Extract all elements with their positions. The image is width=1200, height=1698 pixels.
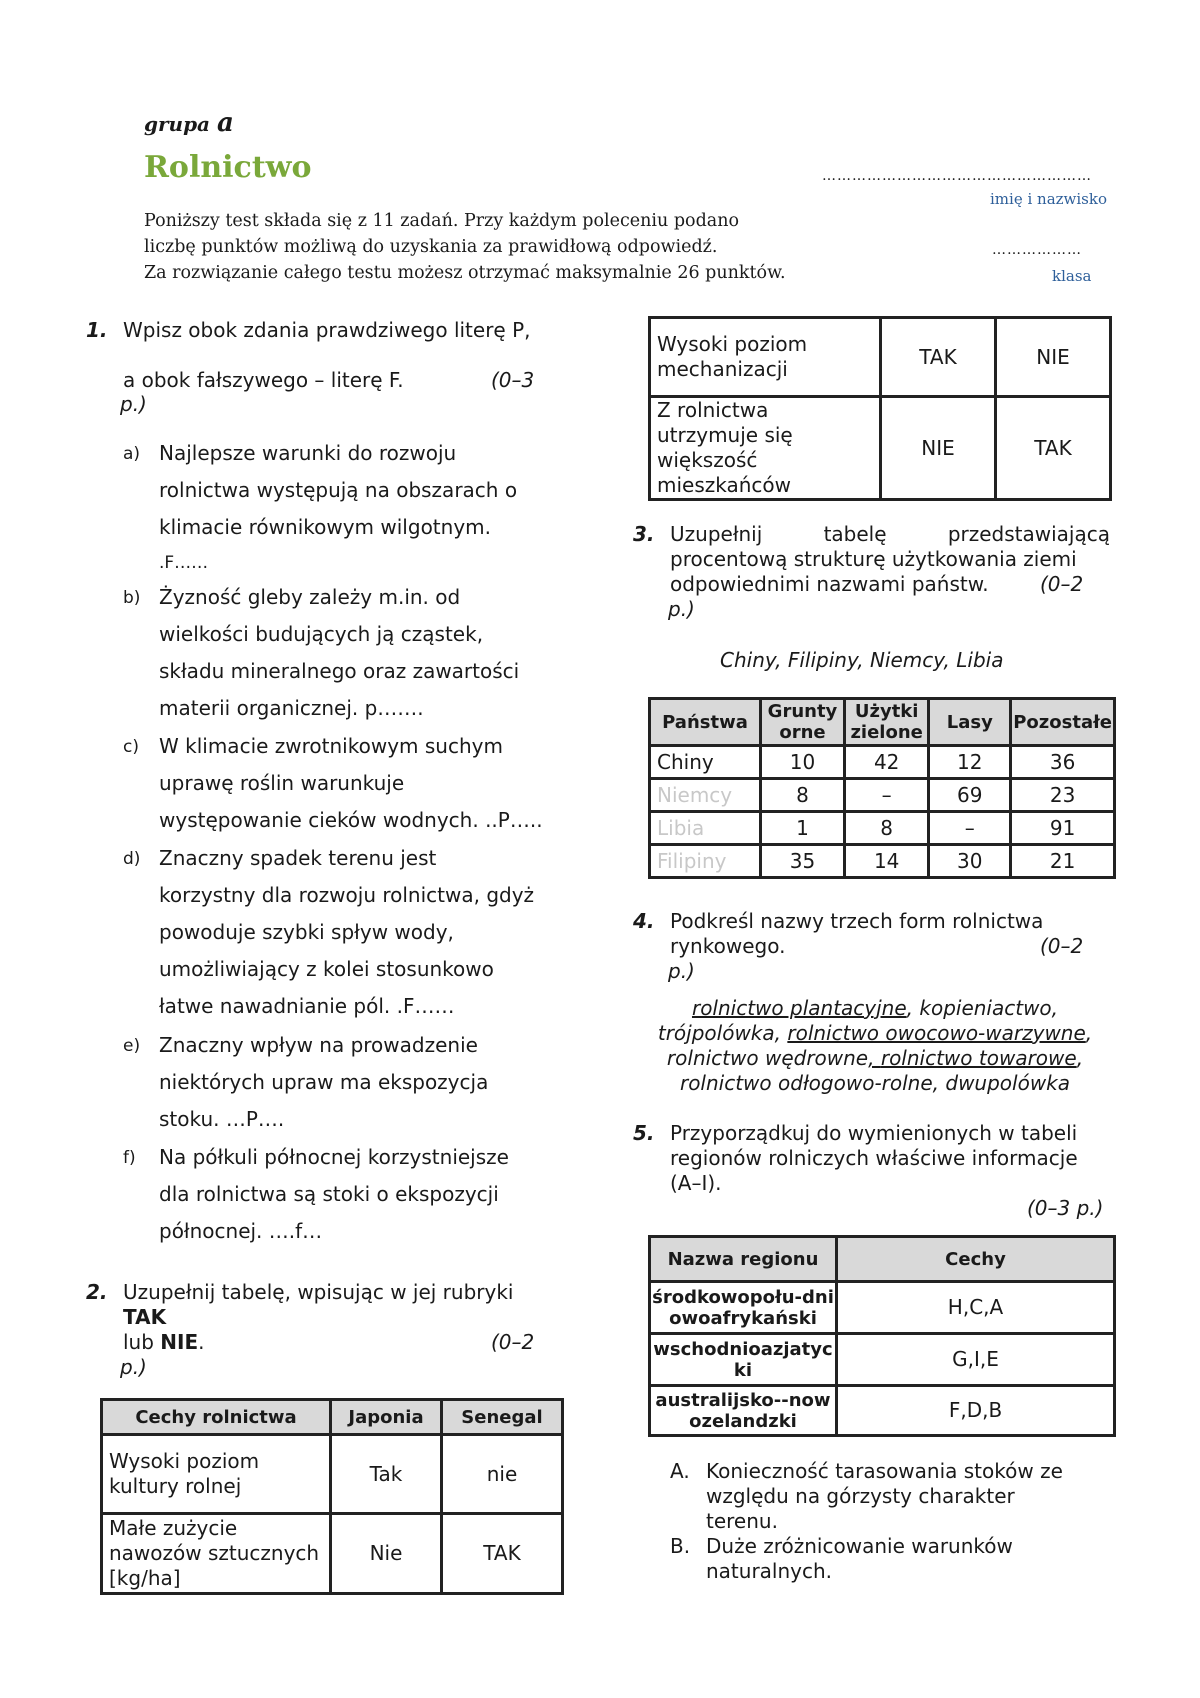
q4-options[interactable]: rolnictwo plantacyjne, kopieniactwo, trójpolówka, rolnictwo owocowo-warzywne, rolnictwo wędrowne, rolnictwo towarowe, rolnictwo odłogowo-rolne, dwupolówka	[657, 996, 1093, 1095]
q3-points-cont: p.)	[668, 597, 695, 621]
q1-item-letter: e)	[123, 1036, 141, 1056]
q5-answer[interactable]: H,C,A	[837, 1282, 1115, 1334]
group-letter: a	[216, 108, 234, 138]
q3-instruction: Uzupełnij tabelę przedstawiającą procentową strukturę użytkowania ziemi odpowiednimi nazwami państw.	[670, 522, 1110, 596]
q3-value: –	[929, 812, 1011, 845]
q2-instruction: Uzupełnij tabelę, wpisując w jej rubryki TAK lub NIE.	[123, 1280, 514, 1354]
q5-answer[interactable]: F,D,B	[837, 1386, 1115, 1436]
q3-value: –	[845, 779, 929, 812]
q4-option-underlined[interactable]: rolnictwo towarowe	[880, 1046, 1077, 1070]
q4-option-underlined[interactable]: rolnictwo plantacyjne	[691, 996, 907, 1020]
q3-header: Państwa	[650, 699, 761, 746]
q2-table-continued	[648, 316, 1112, 501]
q3-table	[648, 697, 1116, 879]
q5-region: wschodnioazjatycki	[650, 1334, 837, 1386]
q3-value: 12	[929, 746, 1011, 779]
q4-option-underlined[interactable]: rolnictwo owocowo-warzywne	[787, 1021, 1086, 1045]
q2-answer-japonia[interactable]: NIE	[881, 397, 996, 500]
q1-instruction-2: a obok fałszywego – literę F.	[123, 368, 404, 392]
q3-country[interactable]: Niemcy	[650, 779, 761, 812]
q1-item-e: Znaczny wpływ na prowadzenie niektórych upraw ma ekspozycja stoku. …P….	[159, 1033, 489, 1131]
q2-table	[100, 1398, 564, 1595]
q5-region: australijsko--nowozelandzki	[650, 1386, 837, 1436]
q1-item-letter: c)	[123, 737, 139, 757]
q2-number: 2.	[86, 1280, 108, 1304]
q2-header: Japonia	[331, 1400, 442, 1435]
q3-country-list: Chiny, Filipiny, Niemcy, Libia	[720, 648, 1004, 672]
group-prefix: grupa	[144, 112, 211, 136]
q3-points: (0–2	[1040, 572, 1084, 596]
q5-answer[interactable]: G,I,E	[837, 1334, 1115, 1386]
class-field[interactable]: ………………	[992, 242, 1082, 258]
q2-feature: Z rolnictwa utrzymuje się większość mieszkańców	[650, 397, 881, 500]
intro-text: Poniższy test składa się z 11 zadań. Przy każdym poleceniu podano liczbę punktów możliwą do uzyskania za prawidłową odpowiedź. Za rozwiązanie całego testu możesz otrzymać maksymalnie 26 punktów.	[144, 211, 786, 283]
q5-points: (0–3 p.)	[1027, 1196, 1104, 1220]
q2-feature: Wysoki poziom mechanizacji	[650, 318, 881, 397]
q3-header: Pozostałe	[1011, 699, 1115, 746]
q2-feature: Małe zużycie nawozów sztucznych [kg/ha]	[102, 1514, 331, 1594]
q1-item-letter: d)	[123, 849, 141, 869]
q2-answer-senegal[interactable]: nie	[442, 1435, 563, 1514]
q3-value: 21	[1011, 845, 1115, 878]
q3-value: 8	[845, 812, 929, 845]
q1-points-cont: p.)	[120, 392, 147, 416]
q1-instruction-1: Wpisz obok zdania prawdziwego literę P,	[123, 318, 531, 342]
q5-info-list: A. Konieczność tarasowania stoków ze względu na górzysty charakter terenu. B. Duże zróżnicowanie warunków naturalnych.	[670, 1459, 1063, 1583]
q5-table	[648, 1235, 1116, 1437]
q2-header: Senegal	[442, 1400, 563, 1435]
q2-answer-senegal[interactable]: TAK	[996, 397, 1111, 500]
q2-answer-japonia[interactable]: TAK	[881, 318, 996, 397]
name-caption: imię i nazwisko	[990, 190, 1107, 208]
q1-item-a: Najlepsze warunki do rozwoju rolnictwa występują na obszarach o klimacie równikowym wilgotnym.	[159, 441, 518, 539]
q3-value: 8	[760, 779, 844, 812]
q3-country[interactable]: Filipiny	[650, 845, 761, 878]
q5-instruction: Przyporządkuj do wymienionych w tabeli regionów rolniczych właściwe informacje (A–I).	[670, 1121, 1078, 1195]
q5-region: środkowopołu-dniowoafrykański	[650, 1282, 837, 1334]
q3-value: 1	[760, 812, 844, 845]
q2-header: Cechy rolnictwa	[102, 1400, 331, 1435]
page-title: Rolnictwo	[144, 150, 312, 185]
q1-answer-a[interactable]: .F……	[159, 553, 209, 573]
q5-header: Nazwa regionu	[650, 1237, 837, 1282]
q3-value: 23	[1011, 779, 1115, 812]
q5-header: Cechy	[837, 1237, 1115, 1282]
class-caption: klasa	[1052, 267, 1092, 285]
q4-points: (0–2	[1040, 934, 1084, 958]
q3-number: 3.	[633, 522, 655, 546]
q3-value: 10	[760, 746, 844, 779]
q2-answer-senegal[interactable]: NIE	[996, 318, 1111, 397]
q4-instruction: Podkreśl nazwy trzech form rolnictwa rynkowego.	[670, 909, 1044, 958]
q5-info-item: A. Konieczność tarasowania stoków ze	[670, 1459, 1063, 1483]
q3-value: 14	[845, 845, 929, 878]
q4-points-cont: p.)	[668, 959, 695, 983]
q2-points: (0–2	[491, 1330, 535, 1354]
q1-item-b: Żyzność gleby zależy m.in. od wielkości budujących ją cząstek, składu mineralnego oraz zawartości materii organicznej. p…….	[159, 585, 520, 720]
q3-header: Użytki zielone	[845, 699, 929, 746]
q1-item-d: Znaczny spadek terenu jest korzystny dla rozwoju rolnictwa, gdyż powoduje szybki spływ wody, umożliwiający z kolei stosunkowo łatwe nawadnianie pól. .F……	[159, 846, 535, 1018]
q3-country[interactable]: Libia	[650, 812, 761, 845]
q3-header: Grunty orne	[760, 699, 844, 746]
q3-value: 30	[929, 845, 1011, 878]
q3-value: 69	[929, 779, 1011, 812]
q5-number: 5.	[633, 1121, 655, 1145]
q1-item-letter: f)	[123, 1148, 136, 1168]
q2-feature: Wysoki poziom kultury rolnej	[102, 1435, 331, 1514]
q3-value: 35	[760, 845, 844, 878]
q1-item-f: Na półkuli północnej korzystniejsze dla rolnictwa są stoki o ekspozycji północnej. ….f…	[159, 1145, 509, 1243]
q2-points-cont: p.)	[120, 1355, 147, 1379]
q3-value: 42	[845, 746, 929, 779]
q3-value: 91	[1011, 812, 1115, 845]
q1-item-letter: b)	[123, 588, 141, 608]
q1-item-letter: a)	[123, 444, 141, 464]
q1-item-c: W klimacie zwrotnikowym suchym uprawę roślin warunkuje występowanie cieków wodnych. ..P…..	[159, 734, 543, 832]
q2-answer-japonia[interactable]: Nie	[331, 1514, 442, 1594]
name-field[interactable]: ………………………………………………	[822, 168, 1092, 184]
q5-info-item: B. Duże zróżnicowanie warunków	[670, 1534, 1013, 1558]
q2-answer-senegal[interactable]: TAK	[442, 1514, 563, 1594]
q3-country[interactable]: Chiny	[650, 746, 761, 779]
q4-number: 4.	[633, 909, 655, 933]
q2-answer-japonia[interactable]: Tak	[331, 1435, 442, 1514]
q1-points: (0–3	[491, 368, 535, 392]
q3-value: 36	[1011, 746, 1115, 779]
q3-header: Lasy	[929, 699, 1011, 746]
group-label	[144, 108, 234, 138]
q1-number: 1.	[86, 318, 108, 342]
